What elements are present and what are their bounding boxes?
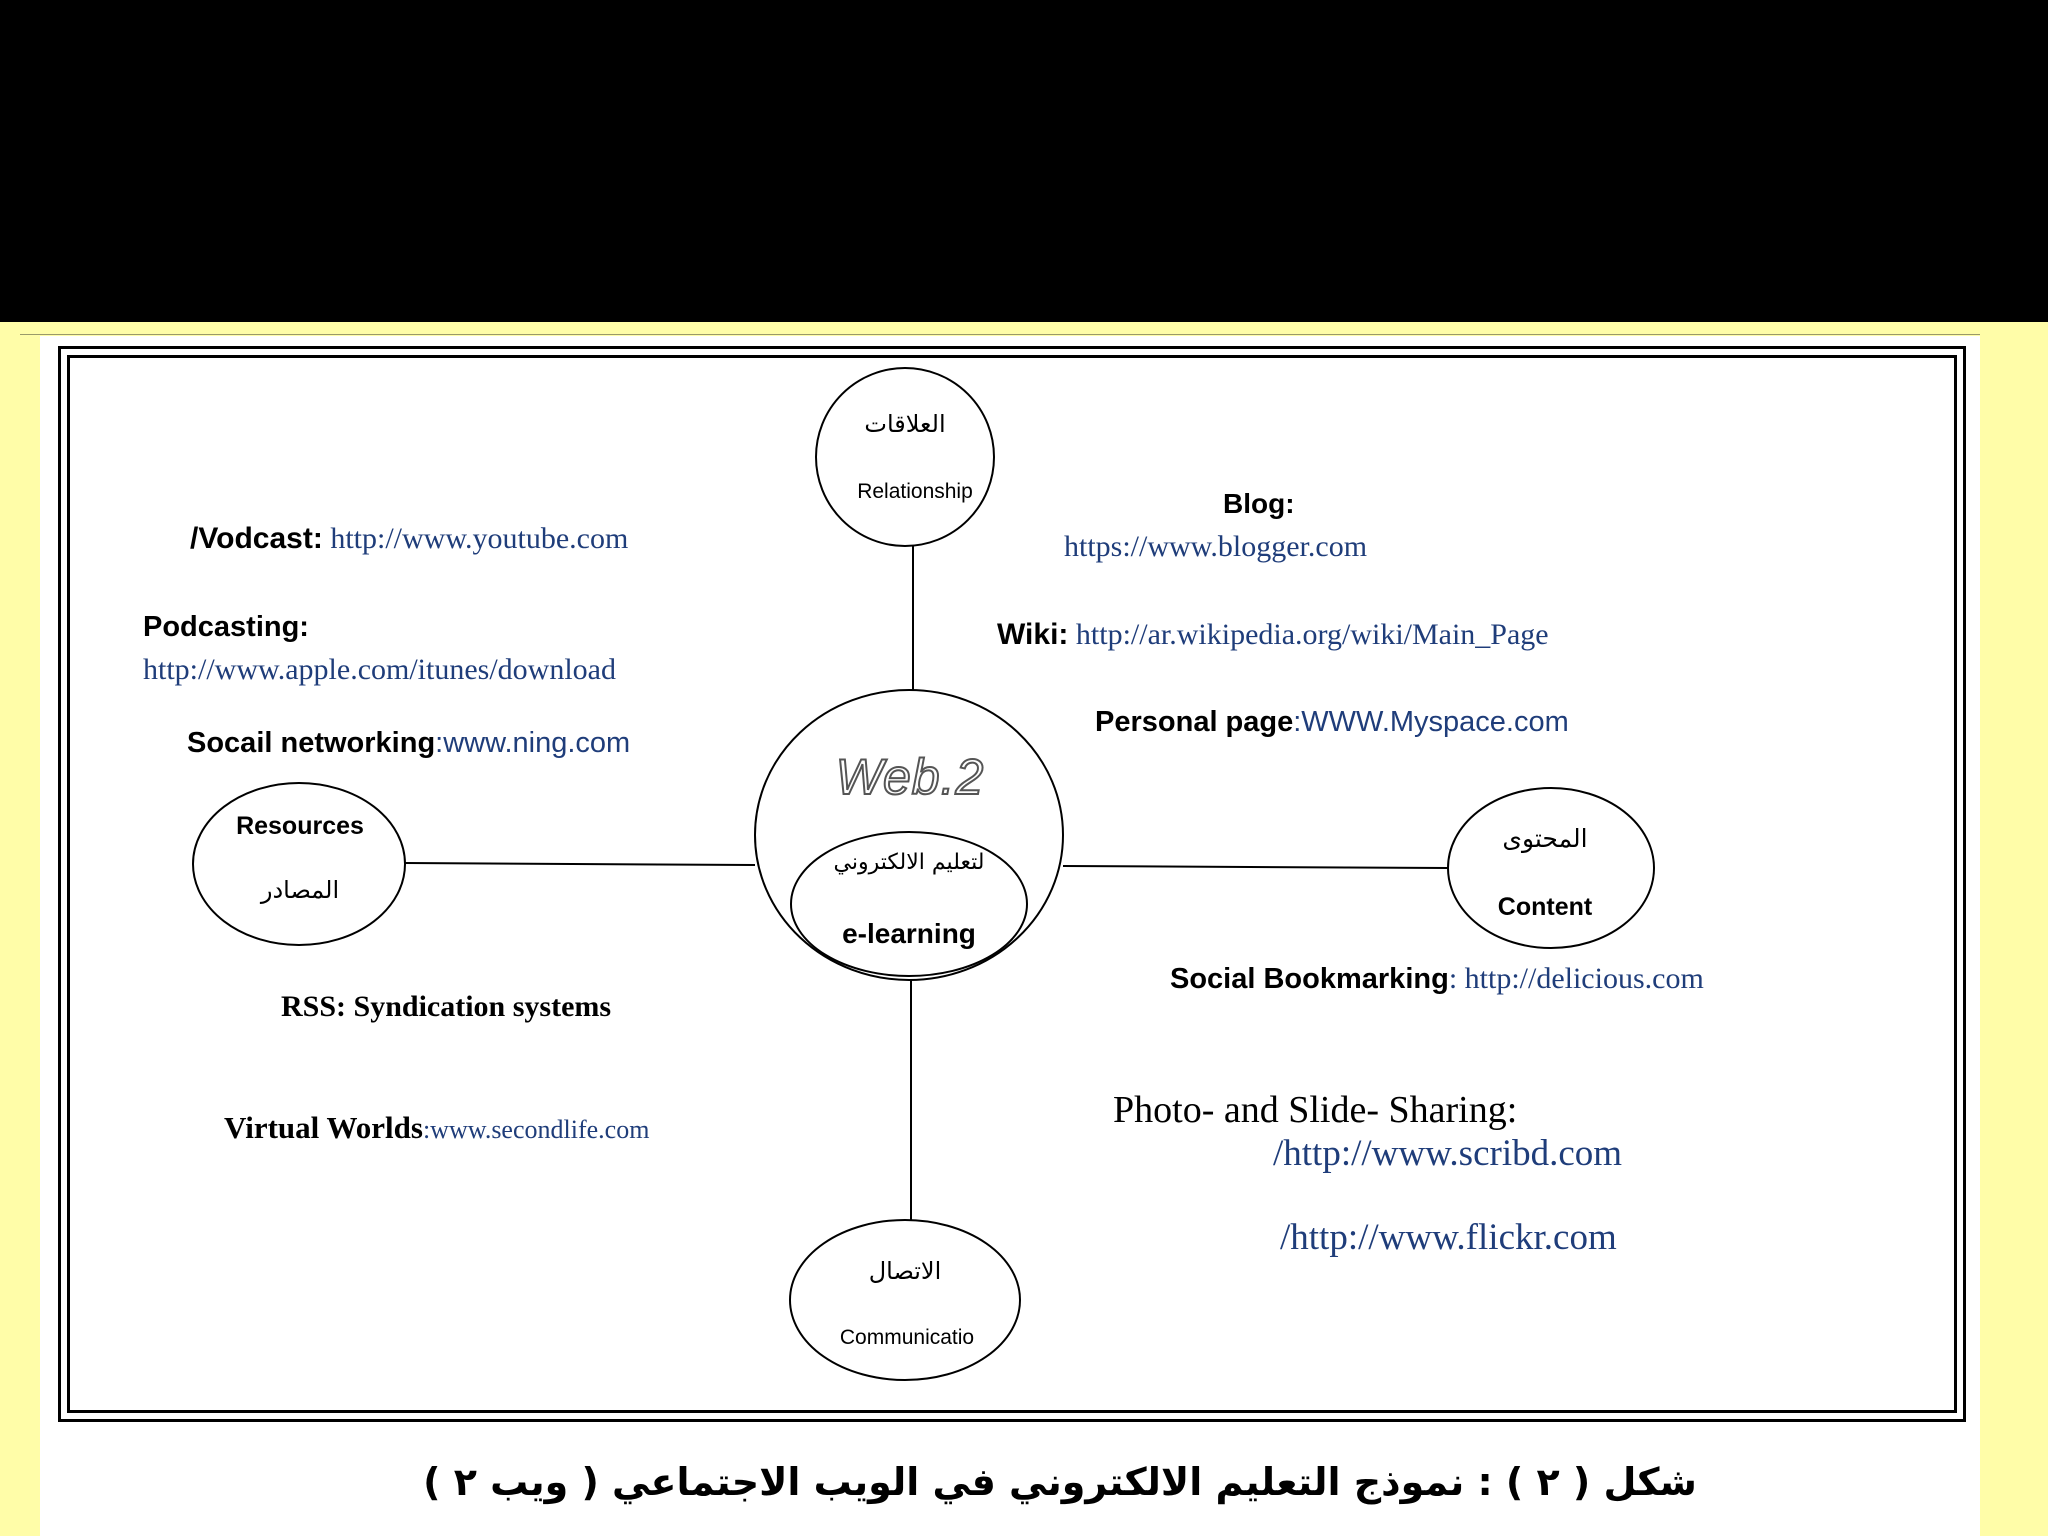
social-networking-term: Socail networking — [187, 727, 436, 759]
communication-arabic: الاتصال — [868, 1257, 942, 1285]
connector-content — [1063, 866, 1448, 868]
wiki-url: http://ar.wikipedia.org/wiki/Main_Page — [1068, 618, 1549, 651]
vodcast-term: /Vodcast: — [190, 522, 323, 555]
node-relationship-circle — [816, 368, 994, 546]
social-networking-url: :www.ning.com — [435, 727, 631, 759]
personal-page-term: Personal page — [1095, 706, 1294, 738]
content-arabic: المحتوى — [1502, 824, 1588, 853]
label-vodcast — [190, 522, 628, 556]
virtual-worlds-term: Virtual Worlds — [224, 1110, 423, 1145]
personal-page-url: :WWW.Myspace.com — [1293, 706, 1569, 738]
node-content-circle — [1448, 788, 1654, 948]
center-english-label: e-learning — [842, 918, 976, 949]
label-blog-term: Blog: — [1223, 488, 1295, 519]
label-podcasting-term: Podcasting: — [143, 611, 309, 643]
social-bookmarking-url: : http://delicious.com — [1448, 962, 1704, 995]
label-rss: RSS: Syndication systems — [281, 990, 612, 1023]
label-podcasting-url: http://www.apple.com/itunes/download — [143, 653, 616, 686]
virtual-worlds-url: :www.secondlife.com — [422, 1115, 650, 1144]
communication-english: Communicatio — [839, 1326, 975, 1349]
wiki-term: Wiki: — [997, 618, 1069, 651]
label-photo-sharing-url2: /http://www.flickr.com — [1280, 1217, 1617, 1258]
web2-logo: Web.2 — [835, 749, 985, 805]
node-communication-circle — [790, 1220, 1020, 1380]
label-photo-sharing-url1: /http://www.scribd.com — [1273, 1133, 1623, 1174]
label-wiki — [997, 618, 1549, 652]
relationship-arabic: العلاقات — [864, 410, 946, 438]
label-virtual-worlds — [224, 1110, 649, 1146]
resources-english: Resources — [236, 812, 364, 840]
label-personal-page — [1095, 706, 1569, 739]
label-social-bookmarking — [1170, 962, 1704, 996]
label-photo-sharing-term: Photo- and Slide- Sharing: — [1113, 1089, 1518, 1131]
node-resources-circle — [193, 783, 405, 945]
label-blog-url: https://www.blogger.com — [1064, 530, 1368, 563]
vodcast-url: http://www.youtube.com — [322, 522, 629, 555]
relationship-english: Relationship — [857, 480, 973, 503]
center-arabic-label: لتعليم الالكتروني — [833, 850, 985, 875]
figure-caption: شكل ( ٢ ) : نموذج التعليم الالكتروني في الويب الاجتماعي ( ويب ٢ ) — [423, 1460, 1697, 1504]
resources-arabic: المصادر — [260, 876, 340, 904]
content-english: Content — [1497, 893, 1593, 921]
connector-resources — [405, 863, 755, 865]
social-bookmarking-term: Social Bookmarking — [1170, 963, 1449, 995]
label-social-networking — [187, 727, 630, 760]
